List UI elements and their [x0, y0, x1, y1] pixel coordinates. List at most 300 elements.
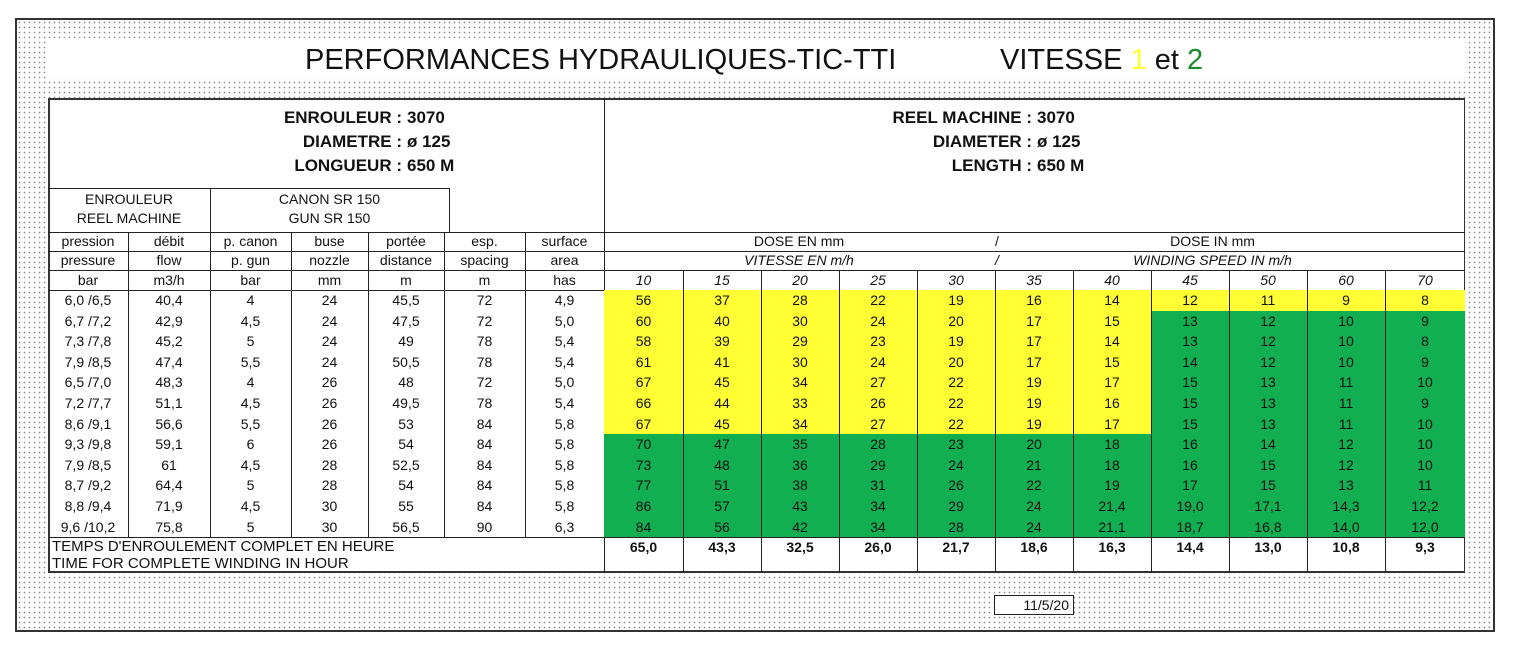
param-cell: 5,0	[554, 312, 575, 329]
param-cell: 28	[321, 477, 338, 494]
dose-cell: 10	[1307, 352, 1385, 373]
param-cell: 5,4	[554, 333, 575, 350]
dose-header-sep: /	[995, 233, 999, 249]
param-cell: 7,3 /7,8	[64, 333, 112, 350]
machine-fr-label: DIAMETRE :	[302, 132, 402, 151]
param-cell: 42,9	[155, 312, 183, 329]
dose-cell: 13	[1229, 393, 1307, 414]
grid-line	[210, 232, 211, 290]
grid-line	[291, 232, 292, 290]
grid-line	[525, 232, 526, 290]
dose-cell: 34	[839, 517, 917, 538]
dose-cell: 14	[1151, 352, 1229, 373]
dose-header-en: DOSE IN mm	[1170, 233, 1255, 249]
dose-cell: 35	[761, 434, 839, 455]
total-hours-cell: 21,7	[942, 539, 970, 555]
dose-cell: 21,1	[1073, 517, 1151, 538]
page-title: PERFORMANCES HYDRAULIQUES-TIC-TTI	[305, 44, 897, 76]
dose-cell: 19	[917, 331, 995, 352]
dose-cell: 22	[839, 290, 917, 311]
param-cell: 5	[246, 477, 255, 494]
column-divider	[1307, 270, 1308, 573]
speed-header-fr: VITESSE EN m/h	[744, 252, 854, 268]
dose-cell: 17	[995, 311, 1073, 332]
dose-cell: 28	[917, 517, 995, 538]
totals-label-en: TIME FOR COMPLETE WINDING IN HOUR	[52, 555, 349, 572]
dose-cell: 26	[917, 475, 995, 496]
dose-cell: 9	[1385, 393, 1465, 414]
dose-cell: 18	[1073, 455, 1151, 476]
dose-cell: 34	[761, 414, 839, 435]
speed-column-header: 50	[1260, 272, 1276, 288]
dose-cell: 19	[995, 414, 1073, 435]
param-cell: 5,8	[554, 456, 575, 473]
column-divider	[995, 270, 996, 573]
dose-cell: 13	[1229, 414, 1307, 435]
dose-cell: 77	[604, 475, 683, 496]
param-cell: 84	[476, 498, 493, 514]
dose-cell: 15	[1151, 393, 1229, 414]
column-header-en: area	[550, 252, 579, 268]
param-cell: 75,8	[155, 518, 183, 535]
param-cell: 56,5	[392, 518, 420, 535]
total-hours-cell: 13,0	[1254, 539, 1282, 555]
column-header-en: p. gun	[231, 252, 270, 268]
param-cell: 5,5	[240, 415, 261, 432]
dose-cell: 14	[1073, 331, 1151, 352]
group-header-gun: CANON SR 150	[278, 191, 381, 207]
dose-cell: 15	[1073, 311, 1151, 332]
param-cell: 4,5	[240, 456, 261, 473]
param-cell: 53	[398, 415, 414, 432]
param-cell: 30	[321, 518, 338, 535]
dose-cell: 10	[1385, 372, 1465, 393]
param-cell: 72	[476, 292, 493, 308]
column-divider	[839, 270, 840, 573]
dose-cell: 61	[604, 352, 683, 373]
dose-cell: 10	[1307, 311, 1385, 332]
dose-cell: 21,4	[1073, 496, 1151, 517]
param-cell: 26	[321, 395, 338, 411]
dose-cell: 51	[683, 475, 761, 496]
column-divider	[444, 290, 445, 537]
dose-cell: 14	[1073, 290, 1151, 311]
dose-cell: 12,0	[1385, 517, 1465, 538]
dose-cell: 18,7	[1151, 517, 1229, 538]
machine-en-label: DIAMETER :	[932, 132, 1032, 151]
speed-column-header: 30	[948, 272, 964, 288]
dose-cell: 29	[839, 455, 917, 476]
dose-cell: 24	[995, 496, 1073, 517]
dose-cell: 22	[917, 414, 995, 435]
dose-cell: 57	[683, 496, 761, 517]
dose-cell: 12	[1151, 290, 1229, 311]
dose-cell: 14,0	[1307, 517, 1385, 538]
dose-cell: 12	[1229, 352, 1307, 373]
speed-2-label: 2	[1187, 44, 1204, 76]
dose-cell: 9	[1385, 311, 1465, 332]
param-cell: 52,5	[392, 456, 420, 473]
dose-cell: 22	[917, 372, 995, 393]
column-divider	[683, 270, 684, 573]
param-cell: 48	[398, 374, 414, 391]
dose-cell: 34	[839, 496, 917, 517]
dose-cell: 19	[1073, 475, 1151, 496]
machine-en-label: LENGTH :	[951, 156, 1032, 175]
dose-cell: 30	[761, 311, 839, 332]
param-cell: 56,6	[155, 415, 183, 432]
dose-cell: 31	[839, 475, 917, 496]
machine-fr-value: ø 125	[407, 132, 451, 151]
dose-cell: 45	[683, 414, 761, 435]
param-cell: 6	[246, 436, 255, 453]
dose-cell: 29	[917, 496, 995, 517]
dose-cell: 11	[1307, 393, 1385, 414]
total-hours-cell: 10,8	[1332, 539, 1360, 555]
param-cell: 72	[476, 374, 493, 391]
dose-cell: 36	[761, 455, 839, 476]
dose-cell: 28	[839, 434, 917, 455]
total-hours-cell: 14,4	[1176, 539, 1204, 555]
param-cell: 90	[476, 518, 493, 535]
param-cell: 4	[246, 374, 255, 391]
column-divider	[368, 290, 369, 537]
column-header-en: pressure	[60, 252, 116, 268]
dose-cell: 66	[604, 393, 683, 414]
param-cell: 48,3	[155, 374, 183, 391]
machine-fr-label: LONGUEUR :	[294, 156, 402, 175]
column-divider	[1229, 270, 1230, 573]
dose-cell: 15	[1073, 352, 1151, 373]
dose-cell: 9	[1385, 352, 1465, 373]
grid-line	[449, 188, 450, 232]
dose-cell: 26	[839, 393, 917, 414]
param-cell: 55	[398, 498, 414, 514]
param-cell: 5,8	[554, 415, 575, 432]
dose-cell: 19	[995, 393, 1073, 414]
column-header-units: mm	[317, 272, 342, 288]
column-divider	[761, 270, 762, 573]
param-cell: 4,5	[240, 395, 261, 411]
dose-cell: 70	[604, 434, 683, 455]
dose-cell: 8	[1385, 290, 1465, 311]
param-cell: 78	[476, 353, 493, 370]
speed-column-header: 45	[1182, 272, 1198, 288]
column-header-units: m3/h	[153, 272, 185, 288]
total-hours-cell: 65,0	[629, 539, 658, 555]
dose-cell: 17	[1073, 414, 1151, 435]
column-divider	[1073, 270, 1074, 573]
dose-cell: 34	[761, 372, 839, 393]
grid-line	[444, 232, 445, 290]
dose-cell: 17	[1151, 475, 1229, 496]
param-cell: 50,5	[392, 353, 420, 370]
dose-cell: 15	[1151, 414, 1229, 435]
column-divider	[1151, 270, 1152, 573]
speed-header-en: WINDING SPEED IN m/h	[1133, 252, 1292, 268]
speed-column-header: 70	[1417, 272, 1433, 288]
totals-label-fr: TEMPS D'ENROULEMENT COMPLET EN HEURE	[52, 538, 395, 555]
param-cell: 5,0	[554, 374, 575, 391]
param-cell: 24	[321, 353, 338, 370]
param-cell: 24	[321, 292, 338, 308]
param-cell: 84	[476, 415, 493, 432]
dose-cell: 15	[1151, 372, 1229, 393]
param-cell: 9,3 /9,8	[64, 436, 112, 453]
param-cell: 30	[321, 498, 338, 514]
column-header-units: m	[400, 272, 412, 288]
group-header-gun: GUN SR 150	[288, 210, 371, 226]
speed-column-header: 20	[792, 272, 808, 288]
dose-cell: 20	[917, 352, 995, 373]
dose-cell: 44	[683, 393, 761, 414]
param-cell: 47,5	[392, 312, 420, 329]
dose-cell: 18	[1073, 434, 1151, 455]
grid-line	[368, 232, 369, 290]
dose-cell: 33	[761, 393, 839, 414]
dose-cell: 12	[1307, 434, 1385, 455]
column-divider	[128, 290, 129, 537]
machine-fr-value: 650 M	[407, 156, 455, 175]
dose-cell: 10	[1307, 331, 1385, 352]
dose-cell: 67	[604, 372, 683, 393]
dose-cell: 12,2	[1385, 496, 1465, 517]
dose-cell: 12	[1229, 311, 1307, 332]
dose-cell: 58	[604, 331, 683, 352]
dose-cell: 47	[683, 434, 761, 455]
param-cell: 6,7 /7,2	[64, 312, 112, 329]
dose-cell: 29	[761, 331, 839, 352]
speed-1-label: 1	[1130, 44, 1147, 76]
dose-cell: 8	[1385, 331, 1465, 352]
speed-title-prefix: VITESSE	[1000, 44, 1123, 76]
param-cell: 8,8 /9,4	[64, 498, 112, 514]
dose-cell: 13	[1151, 331, 1229, 352]
param-cell: 9,6 /10,2	[60, 518, 116, 535]
param-cell: 5,4	[554, 395, 575, 411]
dose-cell: 56	[604, 290, 683, 311]
speed-title	[1000, 43, 1203, 77]
dose-cell: 16	[995, 290, 1073, 311]
param-cell: 78	[476, 333, 493, 350]
total-hours-cell: 26,0	[864, 539, 892, 555]
param-cell: 64,4	[155, 477, 183, 494]
dose-cell: 40	[683, 311, 761, 332]
param-cell: 49,5	[392, 395, 420, 411]
dose-cell: 20	[917, 311, 995, 332]
dose-cell: 28	[761, 290, 839, 311]
param-cell: 54	[398, 436, 414, 453]
dose-cell: 22	[995, 475, 1073, 496]
dose-cell: 41	[683, 352, 761, 373]
param-cell: 7,9 /8,5	[64, 353, 112, 370]
machine-en-value: 3070	[1037, 108, 1075, 127]
speed-column-header: 15	[714, 272, 730, 288]
machine-en-value: 650 M	[1037, 156, 1085, 175]
param-cell: 40,4	[155, 292, 183, 308]
column-header-fr: buse	[314, 233, 345, 249]
dose-cell: 84	[604, 517, 683, 538]
dose-cell: 27	[839, 372, 917, 393]
param-cell: 51,1	[155, 395, 183, 411]
param-cell: 24	[321, 333, 338, 350]
dose-cell: 73	[604, 455, 683, 476]
dose-cell: 24	[839, 311, 917, 332]
column-header-fr: pression	[61, 233, 115, 249]
dose-cell: 10	[1385, 434, 1465, 455]
dose-cell: 16	[1151, 434, 1229, 455]
param-cell: 5	[246, 333, 255, 350]
dose-cell: 10	[1385, 414, 1465, 435]
dose-cell: 11	[1229, 290, 1307, 311]
dose-cell: 16,8	[1229, 517, 1307, 538]
dose-cell: 17,1	[1229, 496, 1307, 517]
param-cell: 6,5 /7,0	[64, 374, 112, 391]
total-hours-cell: 18,6	[1020, 539, 1048, 555]
dose-cell: 17	[995, 331, 1073, 352]
param-cell: 47,4	[155, 353, 183, 370]
dose-cell: 15	[1229, 475, 1307, 496]
dose-cell: 17	[995, 352, 1073, 373]
dose-cell: 15	[1229, 455, 1307, 476]
param-cell: 71,9	[155, 498, 183, 514]
dose-cell: 23	[839, 331, 917, 352]
dose-cell: 10	[1385, 455, 1465, 476]
dose-cell: 42	[761, 517, 839, 538]
column-header-fr: débit	[153, 233, 185, 249]
dose-cell: 56	[683, 517, 761, 538]
group-header-reel: REEL MACHINE	[76, 210, 182, 226]
param-cell: 49	[398, 333, 414, 350]
column-header-units: bar	[77, 272, 99, 288]
total-hours-cell: 9,3	[1415, 539, 1435, 555]
column-header-units: m	[478, 272, 491, 288]
machine-en-value: ø 125	[1037, 132, 1081, 151]
column-divider	[291, 290, 292, 537]
param-cell: 28	[321, 456, 338, 473]
dose-cell: 16	[1073, 393, 1151, 414]
column-header-en: distance	[379, 252, 433, 268]
param-cell: 4,9	[554, 292, 575, 308]
machine-fr-label: ENROULEUR :	[283, 108, 402, 127]
dose-cell: 12	[1307, 455, 1385, 476]
dose-cell: 24	[839, 352, 917, 373]
param-cell: 84	[476, 456, 493, 473]
param-cell: 26	[321, 415, 338, 432]
column-header-units: has	[553, 272, 576, 288]
param-cell: 4,5	[240, 498, 261, 514]
dose-cell: 43	[761, 496, 839, 517]
dose-cell: 39	[683, 331, 761, 352]
speed-header-sep: /	[995, 252, 999, 268]
dose-cell: 13	[1307, 475, 1385, 496]
param-cell: 45,2	[155, 333, 183, 350]
dose-cell: 21	[995, 455, 1073, 476]
param-cell: 72	[476, 312, 493, 329]
dose-cell: 30	[761, 352, 839, 373]
machine-en-label: REEL MACHINE :	[892, 108, 1032, 127]
param-cell: 8,6 /9,1	[64, 415, 112, 432]
group-header-reel: ENROULEUR	[85, 191, 173, 207]
dose-cell: 24	[917, 455, 995, 476]
param-cell: 61	[161, 456, 177, 473]
param-cell: 45,5	[392, 292, 420, 308]
param-cell: 59,1	[155, 436, 183, 453]
speed-title-connector: et	[1154, 44, 1179, 76]
column-header-fr: surface	[541, 233, 588, 249]
total-hours-cell: 16,3	[1098, 539, 1126, 555]
dose-cell: 9	[1307, 290, 1385, 311]
dose-cell: 20	[995, 434, 1073, 455]
dose-cell: 14	[1229, 434, 1307, 455]
dose-cell: 12	[1229, 331, 1307, 352]
speed-column-header: 60	[1338, 272, 1354, 288]
dose-cell: 45	[683, 372, 761, 393]
param-cell: 7,2 /7,7	[64, 395, 112, 411]
speed-column-header: 35	[1026, 272, 1042, 288]
column-header-en: spacing	[460, 252, 509, 268]
param-cell: 8,7 /9,2	[64, 477, 112, 494]
dose-cell: 16	[1151, 455, 1229, 476]
dose-cell: 19	[917, 290, 995, 311]
dose-cell: 13	[1151, 311, 1229, 332]
dose-cell: 86	[604, 496, 683, 517]
param-cell: 5,8	[554, 436, 575, 453]
dose-cell: 22	[917, 393, 995, 414]
param-cell: 6,3	[554, 518, 575, 535]
column-header-fr: p. canon	[223, 233, 278, 249]
dose-cell: 27	[839, 414, 917, 435]
group-header-top-line	[48, 188, 449, 189]
param-cell: 5,8	[554, 477, 575, 494]
column-divider	[1385, 270, 1386, 573]
column-divider	[917, 270, 918, 573]
param-cell: 5,4	[554, 353, 575, 370]
param-cell: 5,5	[240, 353, 261, 370]
dose-cell: 38	[761, 475, 839, 496]
column-header-en: flow	[156, 252, 182, 268]
total-hours-cell: 32,5	[786, 539, 814, 555]
param-cell: 26	[321, 374, 338, 391]
dose-cell: 11	[1307, 372, 1385, 393]
column-divider	[210, 290, 211, 537]
date-stamp: 11/5/20	[994, 595, 1074, 615]
column-header-fr: esp.	[471, 233, 498, 249]
param-cell: 5	[246, 518, 255, 535]
param-cell: 6,0 /6,5	[64, 292, 112, 308]
param-cell: 4	[246, 292, 255, 308]
param-cell: 84	[476, 477, 493, 494]
dose-cell: 11	[1307, 414, 1385, 435]
speed-column-header: 40	[1104, 272, 1120, 288]
dose-cell: 37	[683, 290, 761, 311]
column-header-units: bar	[240, 272, 261, 288]
dose-cell: 67	[604, 414, 683, 435]
speed-column-header: 25	[870, 272, 886, 288]
dose-header-fr: DOSE EN mm	[753, 233, 845, 249]
param-cell: 26	[321, 436, 338, 453]
param-cell: 7,9 /8,5	[64, 456, 112, 473]
dose-cell: 24	[995, 517, 1073, 538]
column-divider	[525, 290, 526, 537]
dose-cell: 48	[683, 455, 761, 476]
dose-cell: 19	[995, 372, 1073, 393]
dose-cell: 60	[604, 311, 683, 332]
machine-fr-value: 3070	[407, 108, 445, 127]
column-header-fr: portée	[386, 233, 426, 249]
total-hours-cell: 43,3	[708, 539, 736, 555]
column-header-en: nozzle	[309, 252, 350, 268]
